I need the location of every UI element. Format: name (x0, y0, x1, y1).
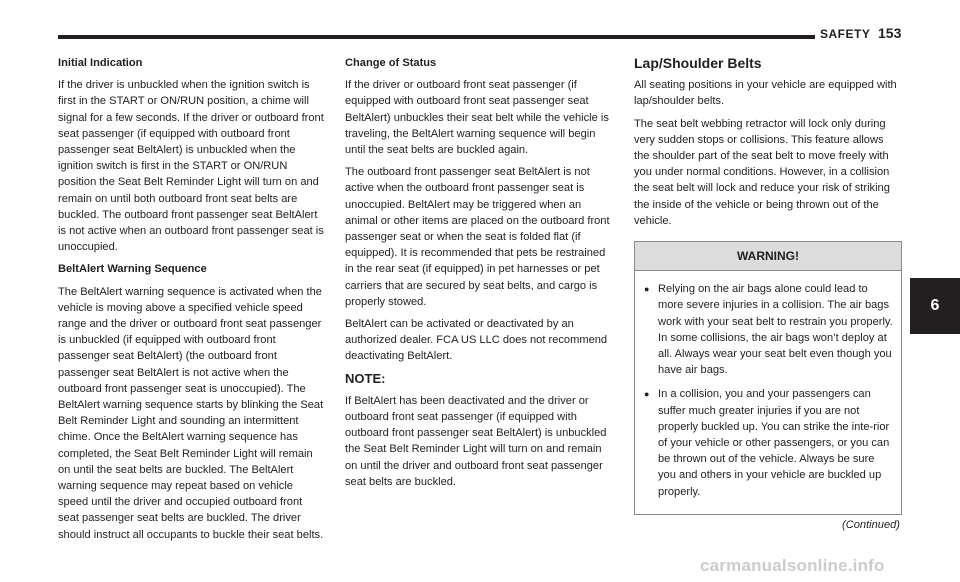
page-number: 153 (878, 25, 902, 41)
header-rule (58, 35, 815, 39)
subheading-change-of-status: Change of Status (345, 57, 437, 69)
paragraph-warning-sequence: The BeltAlert warning sequence is activated when the vehicle is moving above a specified vehicle speed range and the driver or outboard front seat passenger is unbuckled (if equipped with outboard front passenger seat BeltAlert) (the outboard front passenger seat BeltAlert is not active when the outboard front passenger seat is unoccupied). The BeltAlert warning sequence starts by blinking the Seat Belt Reminder Light and sounding an intermittent chime. Once the BeltAlert warning sequence has completed, the Seat Belt Reminder Light will remain on until the seat belts are buckled. The BeltAlert warning sequence may repeat based on vehicle speed until the driver and occupied outboard front seat passenger seat belts are buckled. The driver should instruct all occupants to buckle their seat belts. (58, 285, 324, 541)
warning-item: ● Relying on the air bags alone could lead to more severe injuries in a collision. The air bags work with your seat belt to restrain you properly. In some collisions, the air bags won’t deploy at all. Always wear your seat belt even though you have air bags. (643, 281, 893, 378)
paragraph-lap-1: All seating positions in your vehicle are equipped with lap/shoulder belts. (634, 79, 897, 108)
column-right (634, 55, 902, 533)
warning-box (634, 241, 902, 515)
paragraph-change-3: BeltAlert can be activated or deactivated by an authorized dealer. FCA US LLC does not recommend deactivating BeltAlert. (345, 318, 608, 363)
column-middle (345, 55, 613, 496)
note-text: If BeltAlert has been deactivated and the driver or outboard front seat passenger (if equipped with outboard front passenger seat BeltAlert) is unbuckled the Seat Belt Reminder Light will turn on and remain on until the driver and outboard front seat passenger seat belts are buckled. (345, 394, 607, 488)
warning-title: WARNING! (635, 242, 901, 271)
column-left (58, 55, 324, 549)
warning-item: ● In a collision, you and your passengers can suffer much greater injuries if you are not properly buckled up. You can strike the inte-rior of your vehicle or other passengers, or you can be thrown out of the vehicle. Always be sure you and others in your vehicle are buckled up properly. (643, 386, 893, 499)
heading-lap-shoulder-belts: Lap/Shoulder Belts (634, 55, 762, 71)
warning-list (635, 271, 901, 514)
paragraph-lap-2: The seat belt webbing retractor will lock only during very sudden stops or collisions. This feature allows the shoulder part of the seat belt to move freely with you under normal conditions. However, in a collision the seat belt will lock and reduce your risk of striking the inside of the vehicle or being thrown out of the vehicle. (634, 117, 890, 227)
watermark: carmanualsonline.info (700, 556, 885, 575)
paragraph-change-2: The outboard front passenger seat BeltAlert is not active when the outboard front passenger seat is unoccupied. BeltAlert may be triggered when an animal or other items are placed on the outboard front passenger seat or when the seat is folded flat (if equipped). It is recommended that pets be restrained in the rear seat (if equipped) in pet harnesses or pet carriers that are secured by seat belts, and cargo is properly stowed. (345, 166, 610, 308)
chapter-tab: 6 (910, 278, 960, 334)
section-title: SAFETY (820, 27, 871, 41)
subheading-initial-indication: Initial Indication (58, 57, 143, 69)
subheading-warning-sequence: BeltAlert Warning Sequence (58, 263, 207, 276)
continued-label: (Continued) (842, 518, 900, 531)
paragraph-initial-indication: If the driver is unbuckled when the ignition switch is first in the START or ON/RUN position, a chime will signal for a few seconds. If the driver or outboard front seat passenger (if equipped with outboard front passenger seat BeltAlert) is unbuckled when the ignition switch is first in the START or ON/RUN position the Seat Belt Reminder Light will turn on and remain on until both outboard front seat belts are buckled. The outboard front passenger seat BeltAlert is not active when an outboard front passenger seat is unoccupied. (58, 79, 324, 254)
paragraph-change-1: If the driver or outboard front seat passenger (if equipped with outboard front seat passenger seat BeltAlert) unbuckles their seat belt while the vehicle is traveling, the BeltAlert warning sequence will begin until the seat belts are buckled again. (345, 79, 609, 157)
note-heading: NOTE: (345, 370, 386, 386)
